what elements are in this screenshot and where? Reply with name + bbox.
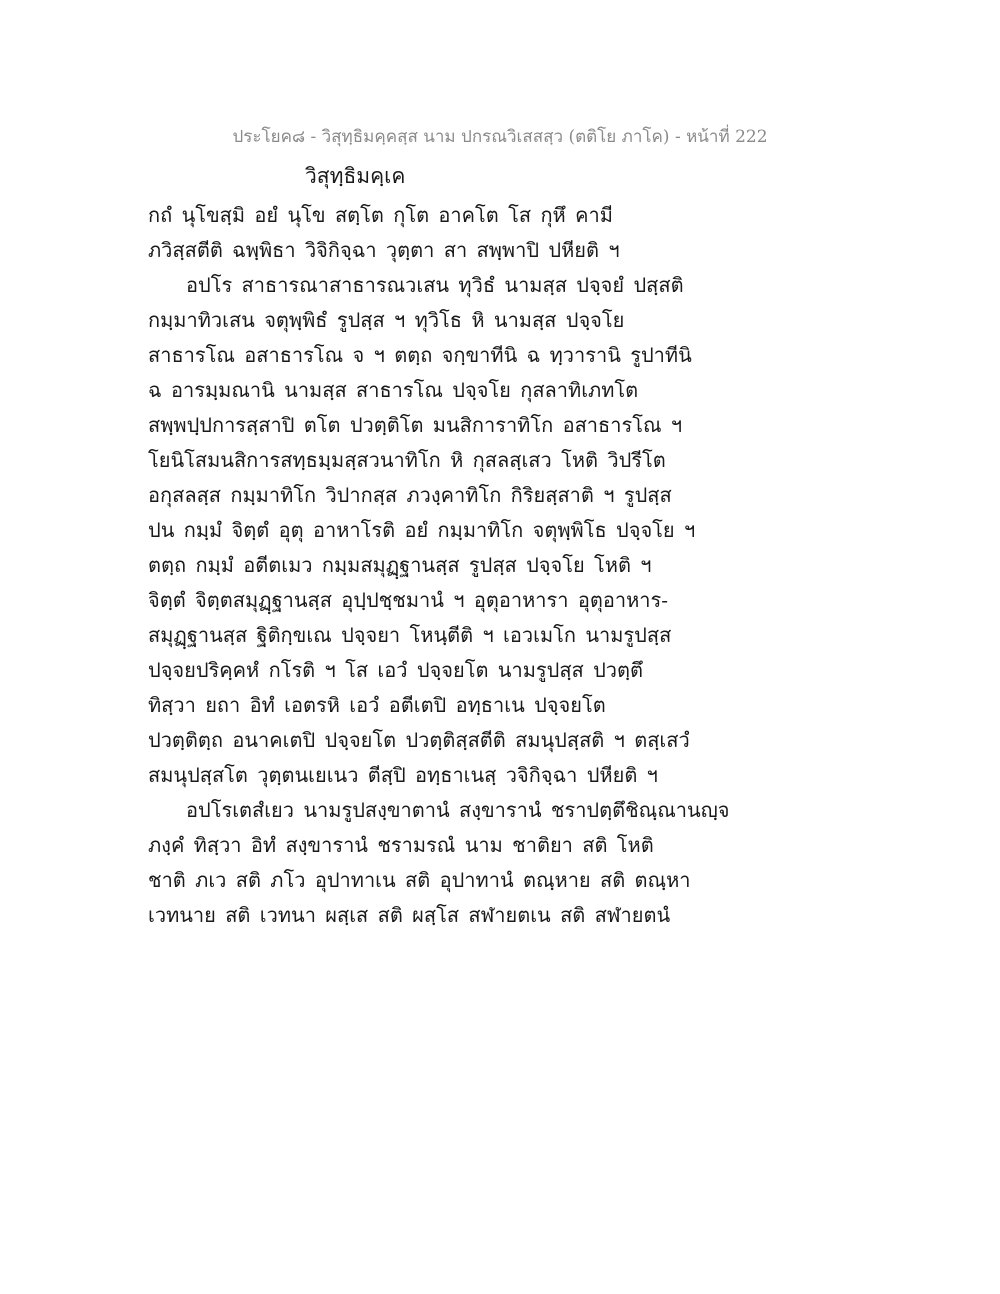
text-line: อกุสลสฺส กมฺมาทิโก วิปากสฺส ภวงฺคาทิโก กิริยสฺสาติ ฯ รูปสฺส — [148, 483, 672, 507]
running-header — [0, 123, 1000, 150]
text-line: ภงฺคํ ทิสฺวา อิทํ สงฺขารานํ ชรามรณํ นาม ชาติยา สติ โหติ — [148, 833, 654, 857]
text-line: กถํ นุโขสฺมิ อยํ นุโข สตฺโต กุโต อาคโต โส กุหึ คามี — [148, 203, 613, 227]
running-header-text: ประโยค๘ - วิสุทฺธิมคฺคสฺส นาม ปกรณวิเสสสฺว (ตติโย ภาโค) - หน้าที่ 222 — [232, 127, 768, 147]
text-line: สมนุปสฺสโต วุตฺตนเยเนว ตีสฺปิ อทฺธาเนสฺ วจิกิจฺฉา ปหียติ ฯ — [148, 763, 658, 787]
text-line: ปจฺจยปริคฺคหํ กโรติ ฯ โส เอวํ ปจฺจยโต นามรูปสฺส ปวตฺตึ — [148, 658, 643, 682]
text-line: ตตฺถ กมฺมํ อตีตเมว กมฺมสมุฏฺฐานสฺส รูปสฺส ปจฺจโย โหติ ฯ — [148, 553, 652, 577]
text-line: สมุฏฺฐานสฺส ฐิติกฺขเณ ปจฺจยา โหนฺตีติ ฯ เอวเมโก นามรูปสฺส — [148, 623, 672, 647]
book-title: วิสุทฺธิมคฺเค — [305, 164, 406, 188]
text-line: กมฺมาทิวเสน จตุพฺพิธํ รูปสฺส ฯ ทุวิโธ หิ นามสฺส ปจฺจโย — [148, 308, 625, 332]
text-line: โยนิโสมนสิการสทฺธมฺมสฺสวนาทิโก หิ กุสลสฺเสว โหติ วิปรีโต — [148, 448, 666, 472]
text-line: ปน กมฺมํ จิตฺตํ อุตุ อาหาโรติ อยํ กมฺมาทิโก จตุพฺพิโธ ปจฺจโย ฯ — [148, 518, 696, 542]
text-line: จิตฺตํ จิตฺตสมุฏฺฐานสฺส อุปฺปชฺชมานํ ฯ อุตุอาหารา อุตุอาหาร- — [148, 588, 668, 612]
text-line: ชาติ ภเว สติ ภโว อุปาทาเน สติ อุปาทานํ ตณฺหาย สติ ตณฺหา — [148, 868, 691, 892]
text-line: เวทนาย สติ เวทนา ผสฺเส สติ ผสฺโส สฬายตเน สติ สฬายตนํ — [148, 903, 671, 927]
text-line: ทิสฺวา ยถา อิทํ เอตรหิ เอวํ อตีเตปิ อทฺธาเน ปจฺจยโต — [148, 693, 606, 717]
text-line: ฉ อารมฺมณานิ นามสฺส สาธารโณ ปจฺจโย กุสลาทิเภทโต — [148, 378, 639, 402]
paragraph-start-line: อปโรเตสํเยว นามรูปสงฺขาตานํ สงฺขารานํ ชราปตฺตึชิณฺณานญฺจ — [186, 798, 730, 822]
paragraph-start-line: อปโร สาธารณาสาธารณวเสน ทุวิธํ นามสฺส ปจฺจยํ ปสฺสติ — [186, 273, 684, 297]
text-line: ภวิสฺสตีติ ฉพฺพิธา วิจิกิจฺฉา วุตฺตา สา สพฺพาปิ ปหียติ ฯ — [148, 238, 620, 262]
text-line: สพฺพปฺปการสฺสาปิ ตโต ปวตฺติโต มนสิการาทิโก อสาธารโณ ฯ — [148, 413, 683, 437]
body-text — [148, 198, 848, 933]
text-line: ปวตฺติตฺถ อนาคเตปิ ปจฺจยโต ปวตฺติสฺสตีติ สมนุปสฺสติ ฯ ตสฺเสวํ — [148, 728, 690, 752]
text-line: สาธารโณ อสาธารโณ จ ฯ ตตฺถ จกฺขาทีนิ ฉ ทฺวารานิ รูปาทีนิ — [148, 343, 692, 367]
